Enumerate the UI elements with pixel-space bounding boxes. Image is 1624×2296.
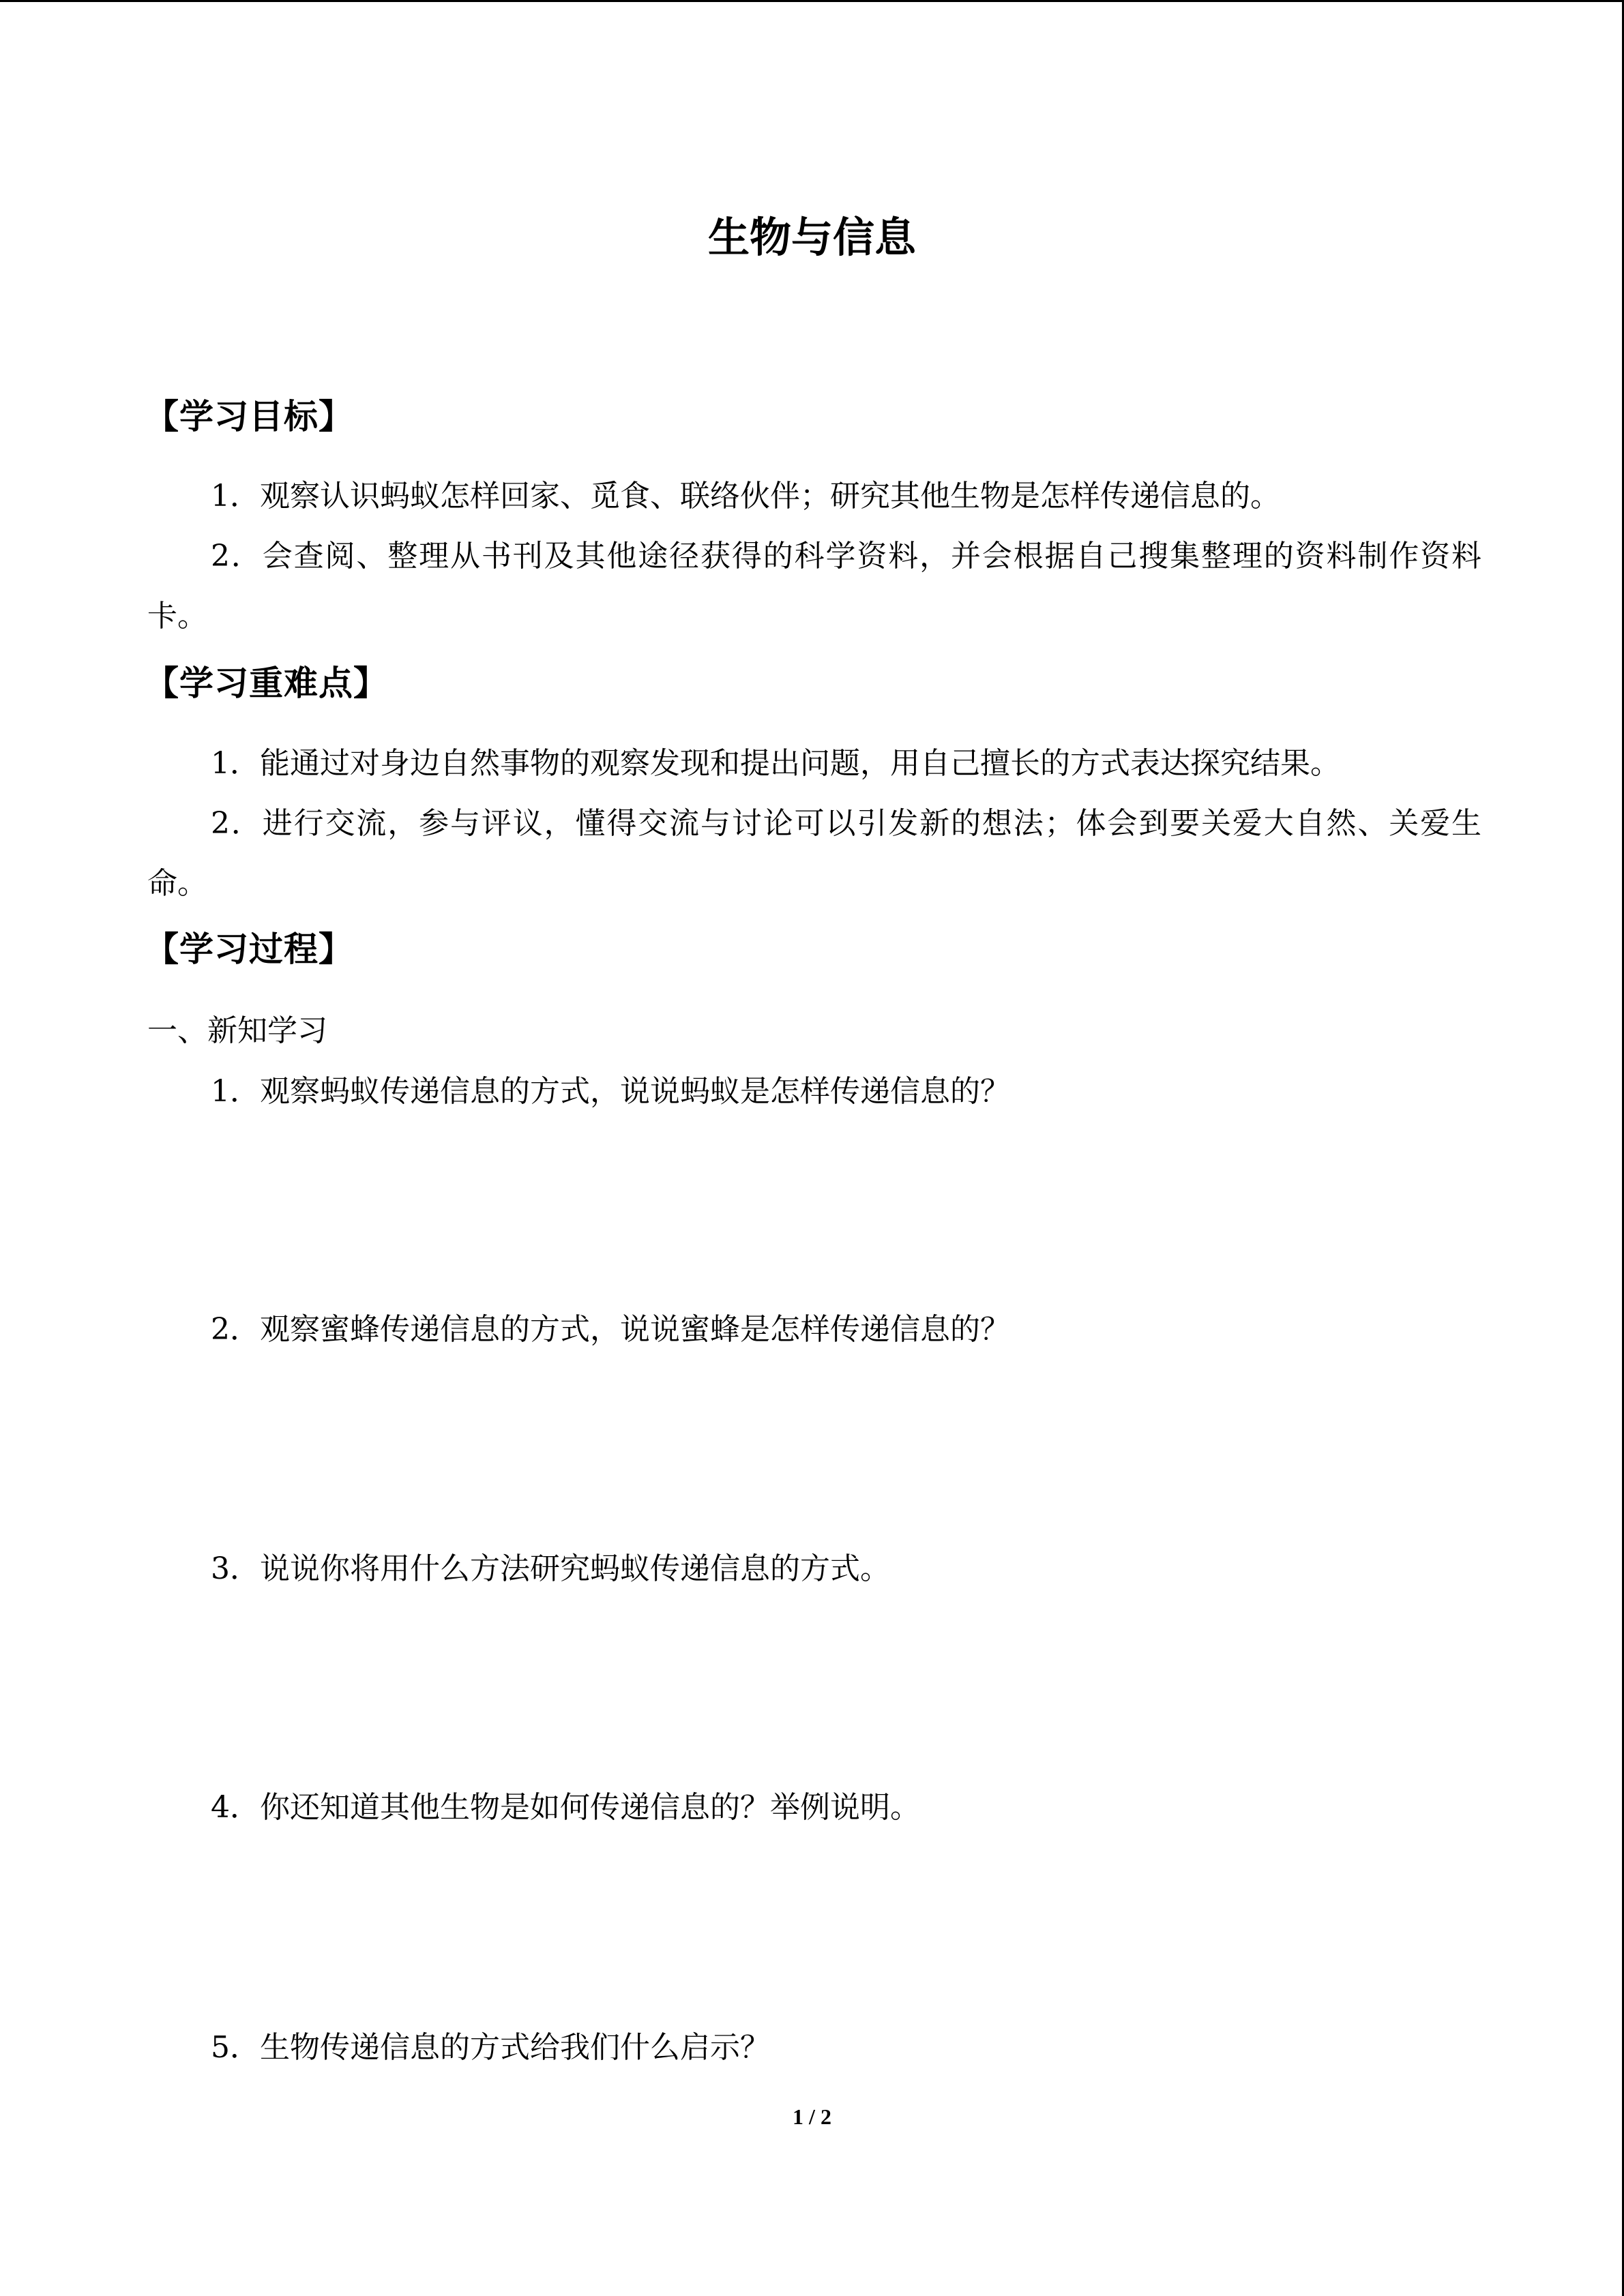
section-heading-key-points: 【学习重难点】 [145,664,388,703]
key-point-item-2: 2．进行交流，参与评议，懂得交流与讨论可以引发新的想法；体会到要关爱大自然、关爱生命。 [147,806,1481,901]
document-title: 生物与信息 [707,213,916,262]
objective-item-2: 2．会查阅、整理从书刊及其他途径获得的科学资料，并会根据自己搜集整理的资料制作资料卡。 [147,539,1481,633]
subheading-new-knowledge: 一、新知学习 [147,1013,327,1048]
page-number: 1 / 2 [793,2104,831,2129]
key-point-item-1: 1．能通过对身边自然事物的观察发现和提出问题，用自己擅长的方式表达探究结果。 [211,746,1340,781]
section-heading-objectives: 【学习目标】 [145,397,353,436]
question-3: 3．说说你将用什么方法研究蚂蚁传递信息的方式。 [211,1551,890,1586]
question-4: 4．你还知道其他生物是如何传递信息的？举例说明。 [211,1790,920,1825]
objective-item-1: 1．观察认识蚂蚁怎样回家、觅食、联络伙伴；研究其他生物是怎样传递信息的。 [211,479,1280,513]
section-heading-process: 【学习过程】 [145,929,353,969]
question-5: 5．生物传递信息的方式给我们什么启示？ [211,2030,770,2065]
question-1: 1．观察蚂蚁传递信息的方式，说说蚂蚁是怎样传递信息的？ [211,1074,1010,1109]
question-2: 2．观察蜜蜂传递信息的方式，说说蜜蜂是怎样传递信息的？ [211,1312,1010,1347]
